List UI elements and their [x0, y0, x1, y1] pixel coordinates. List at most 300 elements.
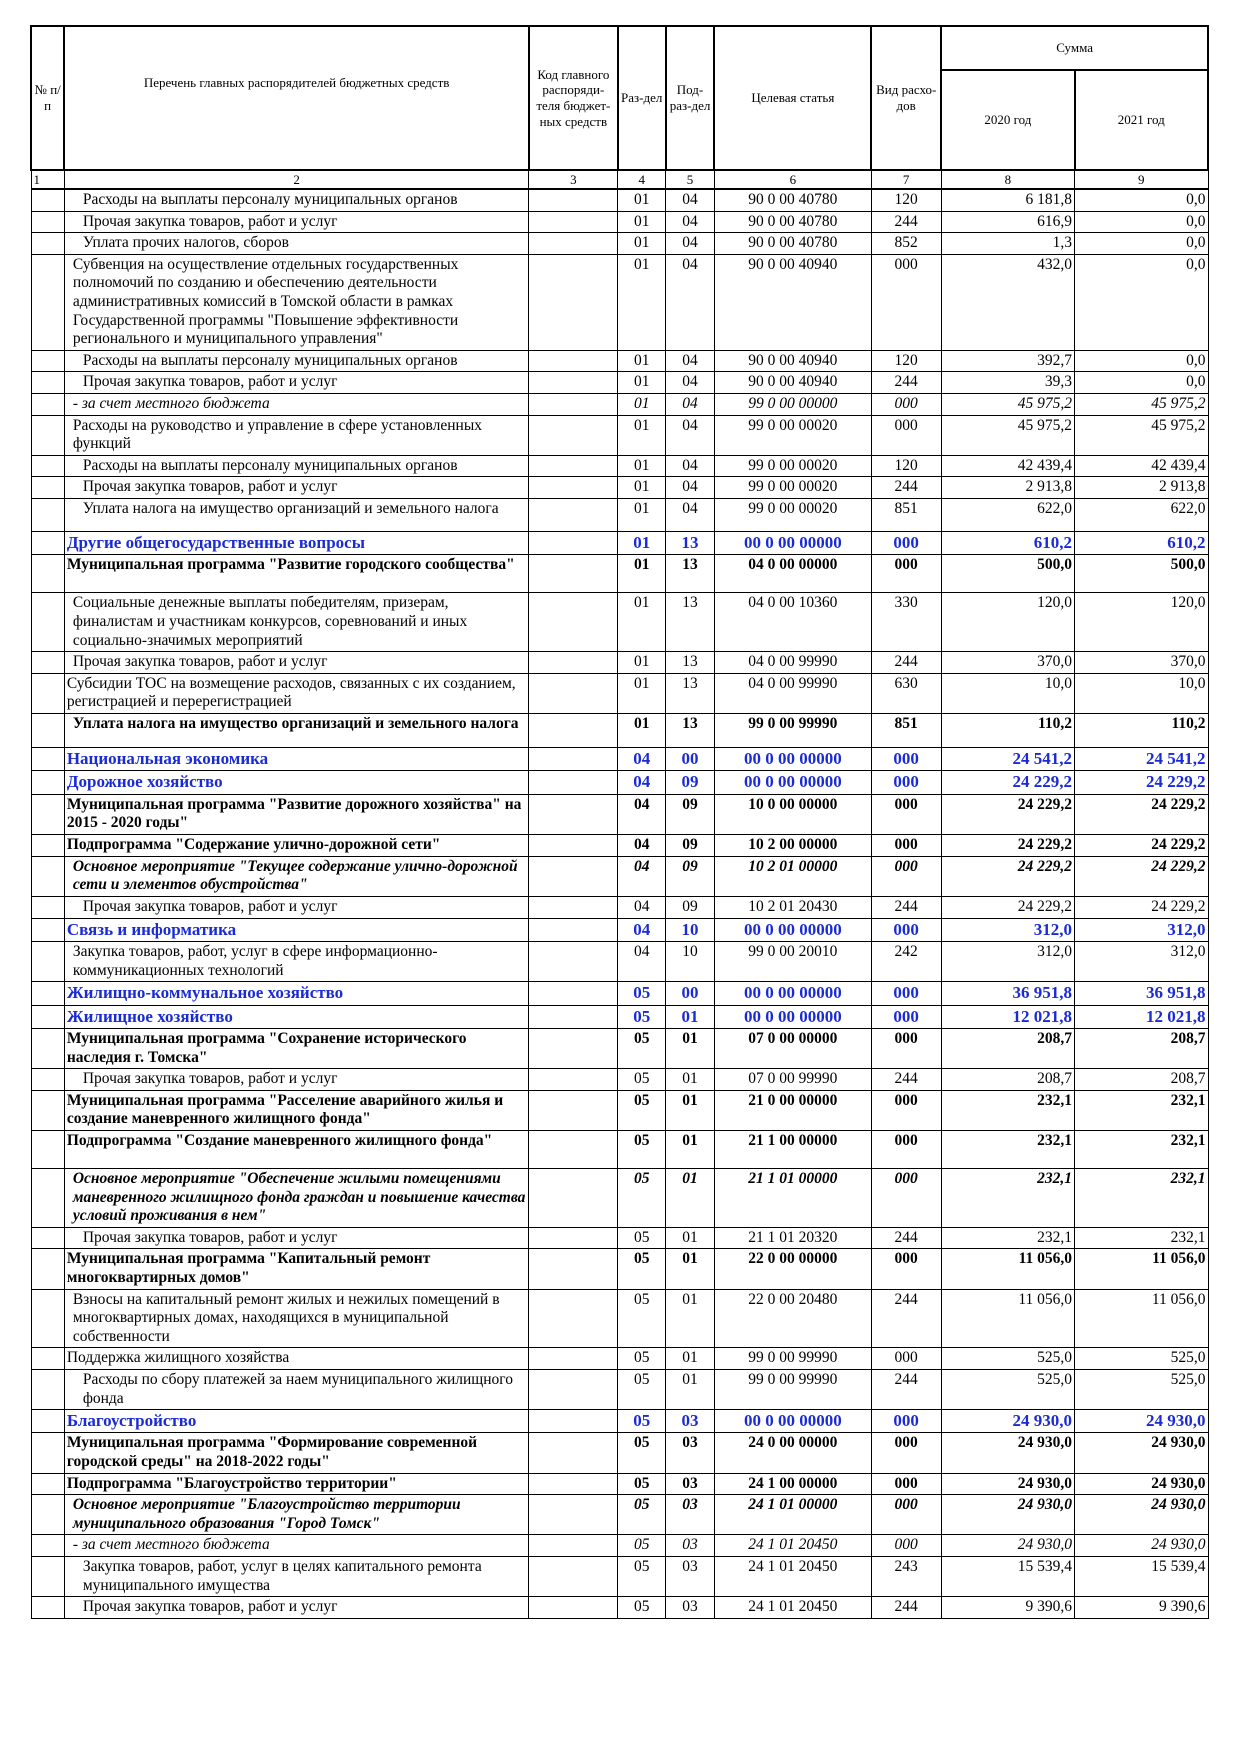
row-name: Основное мероприятие "Обеспечение жилыми помещениями маневренного жилищного фонда граждан и повышение качества условий проживания в нем" — [64, 1168, 529, 1227]
row-name: Муниципальная программа "Развитие городского сообщества" — [64, 555, 529, 593]
row-name: Дорожное хозяйство — [64, 771, 529, 794]
row-subsection: 04 — [666, 233, 715, 255]
row-article: 99 0 00 99990 — [714, 713, 871, 747]
row-amount-2021: 0,0 — [1075, 350, 1208, 372]
row-amount-2021: 0,0 — [1075, 189, 1208, 211]
row-name: Расходы на выплаты персоналу муниципальных органов — [64, 189, 529, 211]
row-number-cell — [31, 982, 64, 1005]
row-article: 10 2 00 00000 — [714, 834, 871, 856]
row-subsection: 01 — [666, 1069, 715, 1091]
row-name: Муниципальная программа "Капитальный ремонт многоквартирных домов" — [64, 1249, 529, 1289]
row-expense-type: 120 — [871, 189, 941, 211]
row-amount-2021: 24 930,0 — [1075, 1473, 1208, 1495]
table-row — [31, 1369, 1208, 1409]
row-amount-2021: 232,1 — [1075, 1130, 1208, 1168]
row-expense-type: 000 — [871, 1090, 941, 1130]
row-number-cell — [31, 189, 64, 211]
row-amount-2021: 24 541,2 — [1075, 747, 1208, 770]
row-expense-type: 000 — [871, 393, 941, 415]
table-row — [31, 794, 1208, 834]
row-section: 01 — [618, 211, 666, 233]
row-amount-2021: 370,0 — [1075, 652, 1208, 674]
row-expense-type: 244 — [871, 1227, 941, 1249]
row-amount-2020: 232,1 — [941, 1227, 1074, 1249]
row-number-cell — [31, 1369, 64, 1409]
row-amount-2020: 525,0 — [941, 1348, 1074, 1370]
table-row — [31, 1005, 1208, 1028]
row-number-cell — [31, 555, 64, 593]
row-name: Расходы по сбору платежей за наем муниципального жилищного фонда — [64, 1369, 529, 1409]
table-row — [31, 393, 1208, 415]
row-article: 21 1 01 20320 — [714, 1227, 871, 1249]
row-number-cell — [31, 593, 64, 652]
row-number-cell — [31, 1249, 64, 1289]
row-name: Муниципальная программа "Расселение аварийного жилья и создание маневренного жилищного фонда" — [64, 1090, 529, 1130]
row-amount-2020: 6 181,8 — [941, 189, 1074, 211]
row-article: 99 0 00 00020 — [714, 415, 871, 455]
row-amount-2021: 10,0 — [1075, 673, 1208, 713]
row-section: 05 — [618, 1433, 666, 1473]
table-row — [31, 1168, 1208, 1227]
row-number-cell — [31, 1168, 64, 1227]
row-expense-type: 000 — [871, 794, 941, 834]
row-amount-2021: 24 229,2 — [1075, 897, 1208, 919]
row-code — [529, 942, 618, 982]
row-number-cell — [31, 747, 64, 770]
column-number: 5 — [666, 170, 715, 189]
row-amount-2020: 24 229,2 — [941, 897, 1074, 919]
row-subsection: 09 — [666, 794, 715, 834]
row-subsection: 09 — [666, 897, 715, 919]
row-subsection: 04 — [666, 455, 715, 477]
row-expense-type: 000 — [871, 1535, 941, 1557]
table-row — [31, 1069, 1208, 1091]
row-amount-2020: 525,0 — [941, 1369, 1074, 1409]
row-amount-2020: 110,2 — [941, 713, 1074, 747]
column-number: 9 — [1075, 170, 1208, 189]
row-code — [529, 1535, 618, 1557]
row-number-cell — [31, 1130, 64, 1168]
row-number-cell — [31, 393, 64, 415]
row-number-cell — [31, 211, 64, 233]
row-article: 22 0 00 20480 — [714, 1289, 871, 1348]
row-amount-2021: 24 229,2 — [1075, 834, 1208, 856]
row-code — [529, 1168, 618, 1227]
row-number-cell — [31, 1289, 64, 1348]
row-expense-type: 000 — [871, 918, 941, 941]
row-code — [529, 477, 618, 499]
row-section: 05 — [618, 1535, 666, 1557]
row-section: 01 — [618, 415, 666, 455]
row-amount-2021: 12 021,8 — [1075, 1005, 1208, 1028]
column-number: 3 — [529, 170, 618, 189]
row-amount-2021: 24 229,2 — [1075, 771, 1208, 794]
table-row — [31, 1130, 1208, 1168]
row-amount-2020: 24 930,0 — [941, 1473, 1074, 1495]
row-amount-2020: 120,0 — [941, 593, 1074, 652]
table-row — [31, 498, 1208, 531]
row-section: 01 — [618, 652, 666, 674]
row-name: Жилищное хозяйство — [64, 1005, 529, 1028]
row-name: Муниципальная программа "Формирование современной городской среды" на 2018-2022 годы" — [64, 1433, 529, 1473]
row-subsection: 04 — [666, 254, 715, 350]
row-subsection: 04 — [666, 350, 715, 372]
row-code — [529, 794, 618, 834]
row-subsection: 04 — [666, 372, 715, 394]
row-code — [529, 982, 618, 1005]
row-amount-2021: 24 930,0 — [1075, 1495, 1208, 1535]
table-row — [31, 372, 1208, 394]
row-subsection: 00 — [666, 982, 715, 1005]
row-article: 10 0 00 00000 — [714, 794, 871, 834]
row-amount-2021: 0,0 — [1075, 372, 1208, 394]
budget-sheet — [30, 25, 1209, 1619]
table-row — [31, 1029, 1208, 1069]
header-2021: 2021 год — [1075, 70, 1208, 170]
row-article: 24 1 01 20450 — [714, 1597, 871, 1619]
row-name: Муниципальная программа "Сохранение исторического наследия г. Томска" — [64, 1029, 529, 1069]
row-name: Субсидии ТОС на возмещение расходов, связанных с их созданием, регистрацией и перерегистрацией — [64, 673, 529, 713]
row-number-cell — [31, 1090, 64, 1130]
row-section: 05 — [618, 1227, 666, 1249]
row-amount-2021: 24 930,0 — [1075, 1410, 1208, 1433]
row-expense-type: 000 — [871, 254, 941, 350]
row-number-cell — [31, 1348, 64, 1370]
row-number-cell — [31, 1433, 64, 1473]
row-amount-2020: 1,3 — [941, 233, 1074, 255]
row-amount-2020: 24 930,0 — [941, 1495, 1074, 1535]
row-section: 04 — [618, 918, 666, 941]
row-amount-2021: 45 975,2 — [1075, 415, 1208, 455]
table-row — [31, 1227, 1208, 1249]
row-subsection: 01 — [666, 1029, 715, 1069]
table-row — [31, 415, 1208, 455]
row-section: 05 — [618, 1005, 666, 1028]
row-subsection: 10 — [666, 942, 715, 982]
row-subsection: 03 — [666, 1473, 715, 1495]
row-amount-2021: 0,0 — [1075, 211, 1208, 233]
row-code — [529, 1597, 618, 1619]
row-section: 05 — [618, 1090, 666, 1130]
row-section: 05 — [618, 1597, 666, 1619]
row-code — [529, 673, 618, 713]
row-amount-2020: 15 539,4 — [941, 1557, 1074, 1597]
row-number-cell — [31, 1535, 64, 1557]
table-row — [31, 652, 1208, 674]
row-code — [529, 233, 618, 255]
row-expense-type: 000 — [871, 747, 941, 770]
row-article: 10 2 01 20430 — [714, 897, 871, 919]
row-expense-type: 852 — [871, 233, 941, 255]
table-row — [31, 834, 1208, 856]
row-expense-type: 242 — [871, 942, 941, 982]
table-row — [31, 1557, 1208, 1597]
table-row — [31, 1495, 1208, 1535]
row-code — [529, 1410, 618, 1433]
row-code — [529, 652, 618, 674]
row-number-cell — [31, 652, 64, 674]
row-expense-type: 000 — [871, 982, 941, 1005]
row-name: Прочая закупка товаров, работ и услуг — [64, 477, 529, 499]
row-subsection: 01 — [666, 1369, 715, 1409]
row-section: 05 — [618, 1369, 666, 1409]
row-article: 24 1 01 20450 — [714, 1557, 871, 1597]
row-amount-2021: 2 913,8 — [1075, 477, 1208, 499]
row-article: 99 0 00 99990 — [714, 1369, 871, 1409]
row-name: Субвенция на осуществление отдельных государственных полномочий по созданию и обеспечению деятельности административных комиссий в Томской области в рамках Государственной программы "Повышение эффективности регионального и муниципального управления" — [64, 254, 529, 350]
row-amount-2021: 312,0 — [1075, 918, 1208, 941]
row-number-cell — [31, 1227, 64, 1249]
column-number: 4 — [618, 170, 666, 189]
row-expense-type: 000 — [871, 555, 941, 593]
row-amount-2020: 24 229,2 — [941, 794, 1074, 834]
row-amount-2020: 11 056,0 — [941, 1289, 1074, 1348]
row-amount-2020: 232,1 — [941, 1090, 1074, 1130]
row-amount-2020: 24 229,2 — [941, 856, 1074, 896]
row-expense-type: 000 — [871, 1005, 941, 1028]
row-section: 01 — [618, 393, 666, 415]
row-number-cell — [31, 1069, 64, 1091]
row-name: Прочая закупка товаров, работ и услуг — [64, 652, 529, 674]
row-amount-2021: 24 229,2 — [1075, 794, 1208, 834]
row-name: Уплата прочих налогов, сборов — [64, 233, 529, 255]
header-sum: Сумма — [941, 26, 1208, 70]
row-name: Национальная экономика — [64, 747, 529, 770]
row-subsection: 04 — [666, 189, 715, 211]
row-amount-2021: 208,7 — [1075, 1069, 1208, 1091]
row-section: 01 — [618, 477, 666, 499]
row-section: 01 — [618, 254, 666, 350]
row-subsection: 09 — [666, 856, 715, 896]
row-article: 99 0 00 00000 — [714, 393, 871, 415]
row-section: 05 — [618, 1289, 666, 1348]
row-code — [529, 531, 618, 554]
row-subsection: 03 — [666, 1433, 715, 1473]
row-amount-2021: 45 975,2 — [1075, 393, 1208, 415]
row-amount-2020: 24 930,0 — [941, 1535, 1074, 1557]
row-name: Расходы на выплаты персоналу муниципальных органов — [64, 455, 529, 477]
row-number-cell — [31, 713, 64, 747]
row-amount-2020: 24 930,0 — [941, 1410, 1074, 1433]
row-expense-type: 000 — [871, 1029, 941, 1069]
row-amount-2020: 312,0 — [941, 918, 1074, 941]
table-row — [31, 1289, 1208, 1348]
row-number-cell — [31, 233, 64, 255]
row-amount-2020: 45 975,2 — [941, 415, 1074, 455]
row-number-cell — [31, 1005, 64, 1028]
row-expense-type: 000 — [871, 1130, 941, 1168]
row-amount-2021: 312,0 — [1075, 942, 1208, 982]
row-amount-2020: 232,1 — [941, 1168, 1074, 1227]
row-section: 04 — [618, 747, 666, 770]
row-code — [529, 1433, 618, 1473]
row-number-cell — [31, 918, 64, 941]
table-row — [31, 673, 1208, 713]
table-row — [31, 1473, 1208, 1495]
row-amount-2021: 120,0 — [1075, 593, 1208, 652]
table-row — [31, 1249, 1208, 1289]
row-section: 01 — [618, 673, 666, 713]
row-code — [529, 1130, 618, 1168]
table-row — [31, 1535, 1208, 1557]
table-row — [31, 747, 1208, 770]
row-expense-type: 000 — [871, 1249, 941, 1289]
row-expense-type: 244 — [871, 897, 941, 919]
row-subsection: 01 — [666, 1005, 715, 1028]
row-name: Уплата налога на имущество организаций и земельного налога — [64, 498, 529, 531]
row-subsection: 01 — [666, 1090, 715, 1130]
table-row — [31, 254, 1208, 350]
row-expense-type: 000 — [871, 1348, 941, 1370]
row-number-cell — [31, 531, 64, 554]
row-article: 21 1 01 00000 — [714, 1168, 871, 1227]
row-code — [529, 1289, 618, 1348]
row-article: 90 0 00 40940 — [714, 254, 871, 350]
budget-table — [30, 25, 1209, 1619]
row-amount-2020: 432,0 — [941, 254, 1074, 350]
row-code — [529, 593, 618, 652]
row-number-cell — [31, 477, 64, 499]
column-number: 2 — [64, 170, 529, 189]
row-amount-2020: 24 229,2 — [941, 834, 1074, 856]
table-row — [31, 1597, 1208, 1619]
row-amount-2021: 42 439,4 — [1075, 455, 1208, 477]
row-section: 04 — [618, 771, 666, 794]
row-code — [529, 856, 618, 896]
row-section: 01 — [618, 189, 666, 211]
row-article: 90 0 00 40780 — [714, 211, 871, 233]
row-number-cell — [31, 1557, 64, 1597]
row-subsection: 04 — [666, 415, 715, 455]
row-amount-2020: 610,2 — [941, 531, 1074, 554]
row-article: 00 0 00 00000 — [714, 747, 871, 770]
row-name: Прочая закупка товаров, работ и услуг — [64, 211, 529, 233]
row-amount-2021: 0,0 — [1075, 254, 1208, 350]
row-amount-2021: 24 930,0 — [1075, 1433, 1208, 1473]
row-subsection: 03 — [666, 1410, 715, 1433]
row-subsection: 04 — [666, 211, 715, 233]
row-section: 01 — [618, 372, 666, 394]
row-code — [529, 1227, 618, 1249]
row-section: 01 — [618, 233, 666, 255]
row-name: Подпрограмма "Содержание улично-дорожной сети" — [64, 834, 529, 856]
row-subsection: 09 — [666, 771, 715, 794]
row-amount-2021: 525,0 — [1075, 1348, 1208, 1370]
row-article: 90 0 00 40780 — [714, 233, 871, 255]
row-expense-type: 244 — [871, 1597, 941, 1619]
row-name: Жилищно-коммунальное хозяйство — [64, 982, 529, 1005]
table-row — [31, 555, 1208, 593]
row-expense-type: 630 — [871, 673, 941, 713]
row-subsection: 00 — [666, 747, 715, 770]
row-name: Подпрограмма "Благоустройство территории" — [64, 1473, 529, 1495]
row-amount-2020: 370,0 — [941, 652, 1074, 674]
row-name: Муниципальная программа "Развитие дорожного хозяйства" на 2015 - 2020 годы" — [64, 794, 529, 834]
row-number-cell — [31, 794, 64, 834]
row-expense-type: 120 — [871, 350, 941, 372]
row-code — [529, 189, 618, 211]
row-section: 04 — [618, 897, 666, 919]
row-amount-2020: 24 930,0 — [941, 1433, 1074, 1473]
row-amount-2021: 15 539,4 — [1075, 1557, 1208, 1597]
row-article: 00 0 00 00000 — [714, 771, 871, 794]
row-subsection: 01 — [666, 1348, 715, 1370]
column-number-row — [31, 170, 1208, 189]
row-code — [529, 415, 618, 455]
row-name: Прочая закупка товаров, работ и услуг — [64, 372, 529, 394]
row-amount-2021: 36 951,8 — [1075, 982, 1208, 1005]
table-row — [31, 1433, 1208, 1473]
row-amount-2021: 610,2 — [1075, 531, 1208, 554]
row-expense-type: 851 — [871, 713, 941, 747]
row-number-cell — [31, 1495, 64, 1535]
row-code — [529, 350, 618, 372]
row-expense-type: 244 — [871, 1069, 941, 1091]
row-amount-2021: 500,0 — [1075, 555, 1208, 593]
row-name: Прочая закупка товаров, работ и услуг — [64, 1227, 529, 1249]
row-section: 01 — [618, 498, 666, 531]
row-name: Поддержка жилищного хозяйства — [64, 1348, 529, 1370]
row-article: 07 0 00 99990 — [714, 1069, 871, 1091]
row-article: 99 0 00 99990 — [714, 1348, 871, 1370]
row-amount-2021: 24 229,2 — [1075, 856, 1208, 896]
row-name: Расходы на выплаты персоналу муниципальных органов — [64, 350, 529, 372]
table-row — [31, 455, 1208, 477]
header-section: Раз-дел — [618, 26, 666, 170]
row-subsection: 13 — [666, 593, 715, 652]
row-expense-type: 244 — [871, 372, 941, 394]
row-number-cell — [31, 1597, 64, 1619]
row-subsection: 01 — [666, 1168, 715, 1227]
row-subsection: 04 — [666, 393, 715, 415]
row-code — [529, 918, 618, 941]
column-number: 6 — [714, 170, 871, 189]
row-amount-2020: 12 021,8 — [941, 1005, 1074, 1028]
row-name: Прочая закупка товаров, работ и услуг — [64, 1069, 529, 1091]
row-section: 01 — [618, 713, 666, 747]
row-code — [529, 211, 618, 233]
row-name: Основное мероприятие "Благоустройство территории муниципального образования "Город Томск" — [64, 1495, 529, 1535]
header-code: Код главного распоряди-теля бюджет-ных средств — [529, 26, 618, 170]
row-name: Закупка товаров, работ, услуг в сфере информационно-коммуникационных технологий — [64, 942, 529, 982]
row-number-cell — [31, 372, 64, 394]
row-name: Расходы на руководство и управление в сфере установленных функций — [64, 415, 529, 455]
table-row — [31, 942, 1208, 982]
header-expense-type: Вид расхо-дов — [871, 26, 941, 170]
row-article: 00 0 00 00000 — [714, 918, 871, 941]
table-header — [31, 26, 1208, 189]
column-number: 7 — [871, 170, 941, 189]
row-article: 24 1 01 00000 — [714, 1495, 871, 1535]
row-amount-2020: 45 975,2 — [941, 393, 1074, 415]
row-number-cell — [31, 942, 64, 982]
row-amount-2020: 208,7 — [941, 1029, 1074, 1069]
row-amount-2021: 9 390,6 — [1075, 1597, 1208, 1619]
row-subsection: 09 — [666, 834, 715, 856]
row-name: Благоустройство — [64, 1410, 529, 1433]
row-section: 05 — [618, 1410, 666, 1433]
row-amount-2020: 312,0 — [941, 942, 1074, 982]
row-amount-2020: 9 390,6 — [941, 1597, 1074, 1619]
row-amount-2021: 11 056,0 — [1075, 1249, 1208, 1289]
row-expense-type: 851 — [871, 498, 941, 531]
row-amount-2021: 24 930,0 — [1075, 1535, 1208, 1557]
row-section: 05 — [618, 1557, 666, 1597]
row-code — [529, 498, 618, 531]
table-row — [31, 1410, 1208, 1433]
table-row — [31, 771, 1208, 794]
row-subsection: 13 — [666, 652, 715, 674]
